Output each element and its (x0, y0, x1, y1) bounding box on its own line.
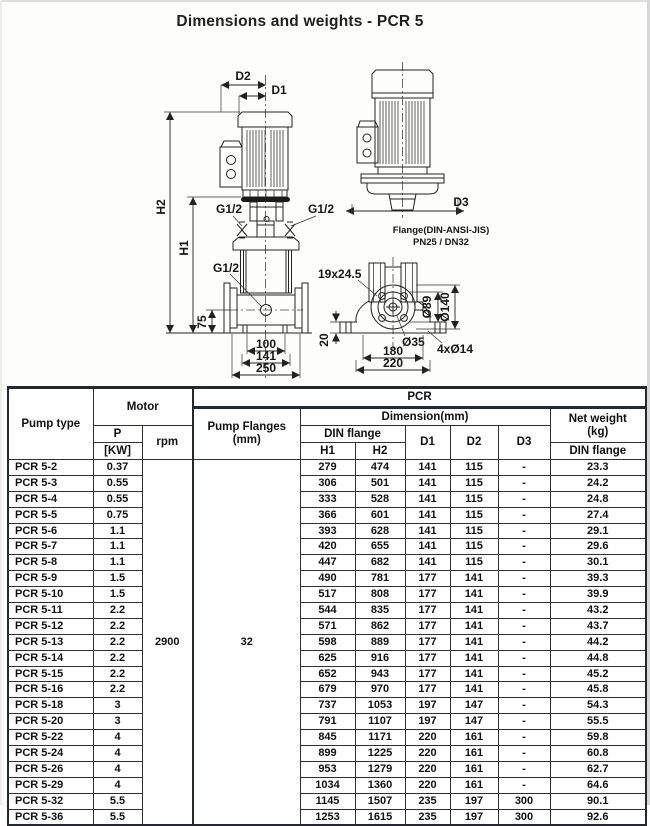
table-row (8, 491, 646, 507)
cell-p-kw: 3 (93, 714, 142, 730)
header-row (8, 388, 646, 408)
table-row (8, 682, 646, 698)
cell-h1: 366 (300, 507, 355, 523)
cell-h2: 808 (355, 587, 405, 603)
cell-h1: 571 (300, 618, 355, 634)
cell-d2: 147 (450, 714, 498, 730)
cell-d1: 197 (405, 698, 450, 714)
cell-pump-type: PCR 5-12 (8, 618, 93, 634)
bracket-bolts-label: 4xØ14 (437, 342, 474, 356)
cell-d3: - (498, 777, 550, 793)
cell-h1: 393 (300, 523, 355, 539)
cell-d3: - (498, 587, 550, 603)
cell-net-weight: 54.3 (550, 698, 646, 714)
cell-d1: 177 (405, 587, 450, 603)
header-row (8, 443, 646, 460)
col-header-net-weight-din: DIN flange (550, 443, 646, 460)
bracket-dia-89: Ø89 (420, 295, 434, 319)
cell-d3: - (498, 682, 550, 698)
cell-h1: 652 (300, 666, 355, 682)
cell-d3: - (498, 666, 550, 682)
front-dim-141: 141 (255, 349, 277, 363)
cell-h1: 899 (300, 746, 355, 762)
cell-net-weight: 44.2 (550, 634, 646, 650)
cell-d3: - (498, 650, 550, 666)
cell-net-weight: 62.7 (550, 761, 646, 777)
cell-d2: 115 (450, 475, 498, 491)
cell-d1: 141 (405, 555, 450, 571)
table-row (8, 603, 646, 619)
cell-h1: 1034 (300, 777, 355, 793)
col-header-pcr: PCR (193, 388, 646, 408)
pump-flanges-label: Pump Flanges (207, 421, 287, 434)
cell-pump-type: PCR 5-14 (8, 650, 93, 666)
cell-h2: 655 (355, 539, 405, 555)
cell-pump-flanges-shared: 32 (193, 460, 300, 826)
cell-h1: 490 (300, 571, 355, 587)
front-port-label-right: G1/2 (308, 202, 335, 216)
cell-d2: 141 (450, 587, 498, 603)
cell-d1: 197 (405, 714, 450, 730)
cell-pump-type: PCR 5-15 (8, 666, 93, 682)
net-weight-label: Net weight (568, 412, 627, 425)
cell-p-kw: 1.1 (93, 539, 142, 555)
cell-h1: 845 (300, 730, 355, 746)
cell-h1: 447 (300, 555, 355, 571)
table-row (8, 475, 646, 491)
cell-h1: 679 (300, 682, 355, 698)
cell-d2: 161 (450, 777, 498, 793)
col-header-d1: D1 (405, 426, 450, 460)
cell-p-kw: 2.2 (93, 682, 142, 698)
cell-d2: 141 (450, 682, 498, 698)
cell-h1: 333 (300, 491, 355, 507)
cell-h1: 1145 (300, 793, 355, 809)
col-header-din-flange: DIN flange (300, 426, 405, 443)
col-header-p-unit: [KW] (93, 443, 142, 460)
cell-h2: 1171 (355, 730, 405, 746)
cell-d1: 141 (405, 475, 450, 491)
cell-d2: 115 (450, 491, 498, 507)
cell-h2: 1225 (355, 746, 405, 762)
front-dim-h2: H2 (154, 199, 168, 215)
cell-d1: 177 (405, 618, 450, 634)
cell-d2: 141 (450, 634, 498, 650)
cell-h2: 1107 (355, 714, 405, 730)
col-header-net-weight (550, 408, 646, 443)
cell-p-kw: 5.5 (93, 809, 142, 825)
cell-d1: 177 (405, 603, 450, 619)
cell-pump-type: PCR 5-9 (8, 571, 93, 587)
cell-net-weight: 44.8 (550, 650, 646, 666)
front-dim-d1: D1 (271, 83, 287, 97)
cell-d1: 141 (405, 539, 450, 555)
cell-d1: 141 (405, 523, 450, 539)
cell-net-weight: 29.1 (550, 523, 646, 539)
cell-net-weight: 45.8 (550, 682, 646, 698)
cell-d1: 141 (405, 507, 450, 523)
cell-rpm-shared: 2900 (142, 460, 193, 826)
cell-p-kw: 2.2 (93, 634, 142, 650)
side-flange-rating: PN25 / DN32 (413, 237, 469, 248)
cell-p-kw: 2.2 (93, 666, 142, 682)
front-port-label-left: G1/2 (216, 202, 243, 216)
table-row (8, 746, 646, 762)
cell-d3: - (498, 539, 550, 555)
cell-pump-type: PCR 5-3 (8, 475, 93, 491)
cell-d1: 141 (405, 460, 450, 476)
col-header-d3: D3 (498, 426, 550, 460)
cell-d1: 177 (405, 682, 450, 698)
cell-p-kw: 1.5 (93, 587, 142, 603)
cell-h2: 474 (355, 460, 405, 476)
cell-net-weight: 64.6 (550, 777, 646, 793)
cell-d3: - (498, 555, 550, 571)
cell-d2: 141 (450, 618, 498, 634)
cell-h1: 420 (300, 539, 355, 555)
table-row (8, 730, 646, 746)
cell-d2: 141 (450, 571, 498, 587)
cell-net-weight: 43.2 (550, 603, 646, 619)
cell-net-weight: 23.3 (550, 460, 646, 476)
cell-pump-type: PCR 5-16 (8, 682, 93, 698)
cell-h2: 682 (355, 555, 405, 571)
dimensions-table (7, 386, 647, 826)
cell-net-weight: 92.6 (550, 809, 646, 825)
cell-p-kw: 0.75 (93, 507, 142, 523)
cell-net-weight: 59.8 (550, 730, 646, 746)
cell-d2: 115 (450, 460, 498, 476)
cell-pump-type: PCR 5-13 (8, 634, 93, 650)
cell-net-weight: 90.1 (550, 793, 646, 809)
cell-h2: 528 (355, 491, 405, 507)
cell-net-weight: 30.1 (550, 555, 646, 571)
cell-net-weight: 45.2 (550, 666, 646, 682)
cell-d3: 300 (498, 793, 550, 809)
bracket-slot-label: 19x24.5 (318, 267, 362, 281)
cell-p-kw: 5.5 (93, 793, 142, 809)
pump-front-view (154, 69, 334, 380)
cell-net-weight: 39.9 (550, 587, 646, 603)
cell-h2: 862 (355, 618, 405, 634)
cell-p-kw: 0.55 (93, 475, 142, 491)
cell-p-kw: 1.1 (93, 555, 142, 571)
col-header-p: P (93, 426, 142, 443)
cell-h1: 791 (300, 714, 355, 730)
col-header-pump-type: Pump type (8, 388, 93, 460)
cell-h1: 306 (300, 475, 355, 491)
cell-d1: 220 (405, 777, 450, 793)
table-row (8, 650, 646, 666)
cell-net-weight: 43.7 (550, 618, 646, 634)
table-row (8, 587, 646, 603)
cell-p-kw: 4 (93, 730, 142, 746)
cell-d3: - (498, 460, 550, 476)
cell-pump-type: PCR 5-10 (8, 587, 93, 603)
col-header-dimension: Dimension(mm) (300, 408, 550, 426)
pump-flanges-unit: (mm) (232, 434, 261, 446)
cell-net-weight: 55.5 (550, 714, 646, 730)
cell-pump-type: PCR 5-36 (8, 809, 93, 825)
cell-h2: 628 (355, 523, 405, 539)
cell-h1: 1253 (300, 809, 355, 825)
bracket-dia-35: Ø35 (402, 335, 425, 349)
cell-d1: 177 (405, 650, 450, 666)
cell-d1: 220 (405, 746, 450, 762)
cell-d2: 197 (450, 793, 498, 809)
cell-p-kw: 0.37 (93, 460, 142, 476)
cell-p-kw: 2.2 (93, 650, 142, 666)
bracket-dia-140: Ø140 (438, 292, 452, 322)
cell-p-kw: 2.2 (93, 618, 142, 634)
cell-net-weight: 24.8 (550, 491, 646, 507)
cell-pump-type: PCR 5-5 (8, 507, 93, 523)
bracket-dim-20: 20 (317, 333, 331, 347)
cell-h2: 1279 (355, 761, 405, 777)
cell-p-kw: 1.5 (93, 571, 142, 587)
table-row (8, 809, 646, 825)
table-row (8, 571, 646, 587)
net-weight-unit: (kg) (587, 425, 609, 438)
cell-h2: 1615 (355, 809, 405, 825)
front-dim-h1: H1 (177, 240, 191, 256)
cell-d1: 177 (405, 634, 450, 650)
pump-side-view (346, 62, 489, 248)
col-header-motor: Motor (93, 388, 193, 426)
table-row (8, 618, 646, 634)
bracket-dim-180: 180 (382, 344, 404, 358)
table-row (8, 666, 646, 682)
col-header-rpm: rpm (142, 426, 193, 460)
cell-h2: 781 (355, 571, 405, 587)
cell-d2: 141 (450, 650, 498, 666)
table-row (8, 777, 646, 793)
cell-h2: 601 (355, 507, 405, 523)
table-row (8, 539, 646, 555)
cell-d1: 235 (405, 809, 450, 825)
cell-d1: 177 (405, 571, 450, 587)
cell-p-kw: 1.1 (93, 523, 142, 539)
cell-d2: 161 (450, 761, 498, 777)
cell-d3: - (498, 603, 550, 619)
col-header-h2: H2 (355, 443, 405, 460)
cell-d3: - (498, 507, 550, 523)
cell-h2: 889 (355, 634, 405, 650)
front-dim-250: 250 (255, 361, 277, 375)
cell-p-kw: 4 (93, 761, 142, 777)
cell-pump-type: PCR 5-22 (8, 730, 93, 746)
cell-pump-type: PCR 5-7 (8, 539, 93, 555)
front-dim-d2: D2 (235, 69, 251, 83)
cell-pump-type: PCR 5-2 (8, 460, 93, 476)
cell-d3: 300 (498, 809, 550, 825)
cell-pump-type: PCR 5-4 (8, 491, 93, 507)
cell-h2: 835 (355, 603, 405, 619)
cell-d2: 147 (450, 698, 498, 714)
page-title: Dimensions and weights - PCR 5 (176, 13, 424, 30)
cell-d3: - (498, 698, 550, 714)
cell-d3: - (498, 634, 550, 650)
cell-d2: 197 (450, 809, 498, 825)
cell-pump-type: PCR 5-6 (8, 523, 93, 539)
cell-p-kw: 3 (93, 698, 142, 714)
table-row (8, 555, 646, 571)
cell-d3: - (498, 746, 550, 762)
cell-d2: 115 (450, 539, 498, 555)
cell-d2: 141 (450, 666, 498, 682)
cell-net-weight: 60.8 (550, 746, 646, 762)
cell-d3: - (498, 523, 550, 539)
side-dim-d3: D3 (453, 195, 469, 209)
table-row (8, 634, 646, 650)
technical-drawing (0, 0, 650, 390)
side-flange-note: Flange(DIN-ANSI-JIS) (392, 225, 490, 236)
col-header-d2: D2 (450, 426, 498, 460)
cell-d1: 235 (405, 793, 450, 809)
cell-pump-type: PCR 5-24 (8, 746, 93, 762)
cell-pump-type: PCR 5-32 (8, 793, 93, 809)
front-dim-100: 100 (255, 337, 277, 351)
table-row (8, 698, 646, 714)
cell-h1: 544 (300, 603, 355, 619)
front-dim-75: 75 (195, 315, 209, 329)
cell-pump-type: PCR 5-20 (8, 714, 93, 730)
table-row (8, 793, 646, 809)
cell-h2: 1360 (355, 777, 405, 793)
front-port-label-drain: G1/2 (213, 261, 240, 275)
cell-d3: - (498, 714, 550, 730)
cell-pump-type: PCR 5-11 (8, 603, 93, 619)
cell-d3: - (498, 475, 550, 491)
cell-d2: 161 (450, 746, 498, 762)
table-row (8, 460, 646, 476)
mounting-bracket-view (317, 257, 473, 372)
bracket-dim-220: 220 (382, 356, 404, 370)
cell-h1: 517 (300, 587, 355, 603)
cell-h2: 1053 (355, 698, 405, 714)
cell-pump-type: PCR 5-29 (8, 777, 93, 793)
table-header (8, 388, 646, 460)
table-row (8, 714, 646, 730)
cell-net-weight: 29.6 (550, 539, 646, 555)
cell-pump-type: PCR 5-26 (8, 761, 93, 777)
cell-h2: 943 (355, 666, 405, 682)
cell-d2: 115 (450, 523, 498, 539)
cell-h1: 625 (300, 650, 355, 666)
col-header-h1: H1 (300, 443, 355, 460)
cell-d3: - (498, 730, 550, 746)
cell-h2: 1507 (355, 793, 405, 809)
cell-p-kw: 0.55 (93, 491, 142, 507)
table-row (8, 507, 646, 523)
cell-p-kw: 4 (93, 746, 142, 762)
table-row (8, 761, 646, 777)
cell-pump-type: PCR 5-18 (8, 698, 93, 714)
cell-d3: - (498, 491, 550, 507)
cell-h1: 598 (300, 634, 355, 650)
cell-net-weight: 39.3 (550, 571, 646, 587)
cell-h2: 916 (355, 650, 405, 666)
cell-d3: - (498, 618, 550, 634)
cell-h2: 501 (355, 475, 405, 491)
cell-net-weight: 24.2 (550, 475, 646, 491)
cell-h1: 953 (300, 761, 355, 777)
col-header-pump-flanges (193, 408, 300, 460)
cell-d1: 141 (405, 491, 450, 507)
cell-d2: 115 (450, 555, 498, 571)
cell-h2: 970 (355, 682, 405, 698)
cell-d2: 115 (450, 507, 498, 523)
cell-h1: 737 (300, 698, 355, 714)
cell-d1: 220 (405, 730, 450, 746)
cell-d1: 220 (405, 761, 450, 777)
cell-pump-type: PCR 5-8 (8, 555, 93, 571)
cell-h1: 279 (300, 460, 355, 476)
table-row (8, 523, 646, 539)
table-body (8, 460, 646, 826)
cell-net-weight: 27.4 (550, 507, 646, 523)
cell-d3: - (498, 571, 550, 587)
cell-d2: 141 (450, 603, 498, 619)
cell-d3: - (498, 761, 550, 777)
cell-d1: 177 (405, 666, 450, 682)
cell-p-kw: 2.2 (93, 603, 142, 619)
cell-p-kw: 4 (93, 777, 142, 793)
cell-d2: 161 (450, 730, 498, 746)
